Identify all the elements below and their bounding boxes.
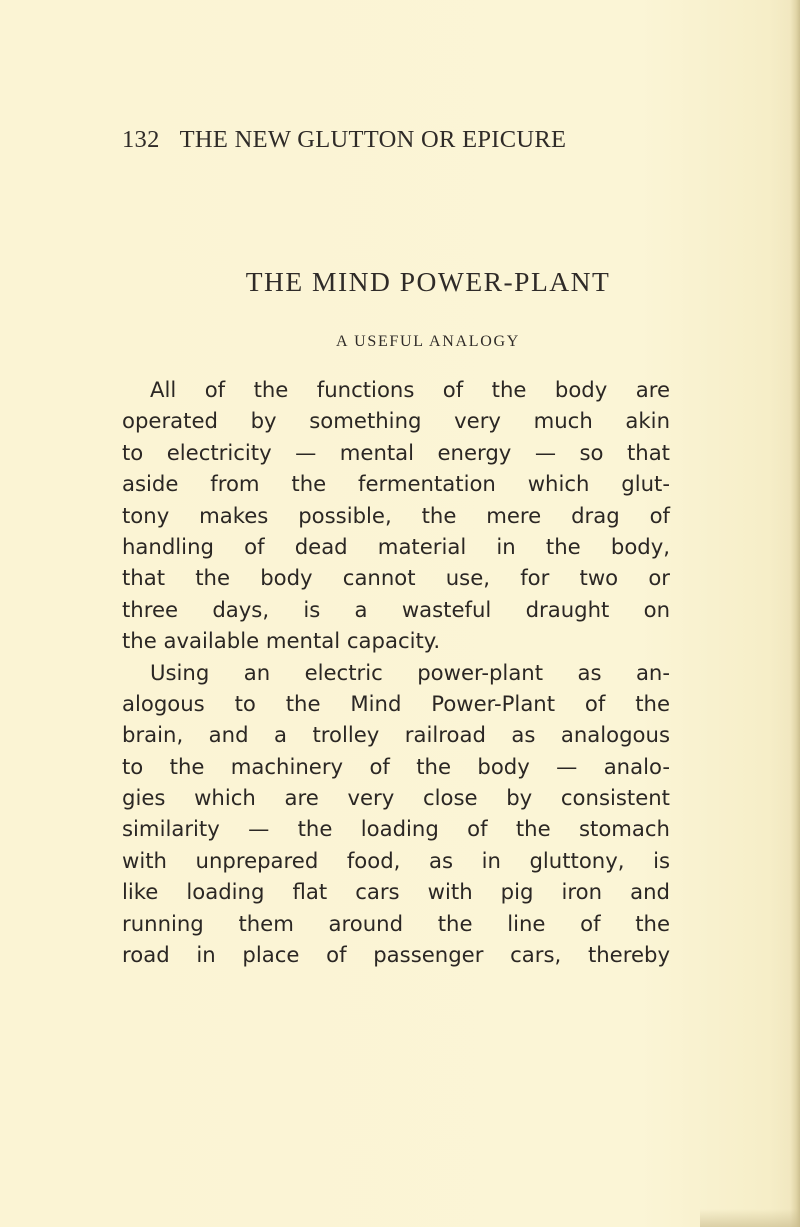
text-line: brain, and a trolley railroad as analogous	[122, 722, 670, 748]
text-line: like loading flat cars with pig iron and	[122, 879, 670, 905]
text-line: road in place of passenger cars, thereby	[122, 942, 670, 968]
text-line: Using an electric power-plant as an-	[150, 659, 670, 685]
text-line: operated by something very much akin	[122, 408, 670, 434]
text-line: three days, is a wasteful draught on	[122, 596, 670, 622]
text-line: handling of dead material in the body,	[122, 533, 670, 559]
text-line: to electricity — mental energy — so that	[122, 439, 670, 465]
chapter-title: THE MIND POWER-PLANT	[245, 266, 611, 297]
text-line: alogous to the Mind Power-Plant of the	[122, 690, 670, 716]
body-text	[122, 374, 670, 970]
page-number: 132	[122, 126, 160, 153]
text-line: All of the functions of the body are	[150, 377, 670, 402]
text-line: similarity — the loading of the stomach	[122, 816, 670, 842]
text-line: aside from the fermentation which glut-	[122, 471, 670, 497]
text-line: running them around the line of the	[122, 910, 670, 936]
text-line: the available mental capacity.	[122, 628, 441, 654]
page-corner-shadow	[700, 1209, 800, 1227]
text-line: that the body cannot use, for two or	[122, 565, 670, 591]
text-line: to the machinery of the body — analo-	[122, 753, 670, 779]
section-subheading: A USEFUL ANALOGY	[336, 333, 520, 350]
text-line: tony makes possible, the mere drag of	[122, 502, 670, 528]
running-head	[122, 126, 682, 154]
book-title: THE NEW GLUTTON OR EPICURE	[179, 126, 567, 153]
text-line: gies which are very close by consistent	[122, 785, 670, 811]
text-line: with unprepared food, as in gluttony, is	[122, 847, 670, 873]
page-edge-shadow	[790, 0, 800, 1227]
